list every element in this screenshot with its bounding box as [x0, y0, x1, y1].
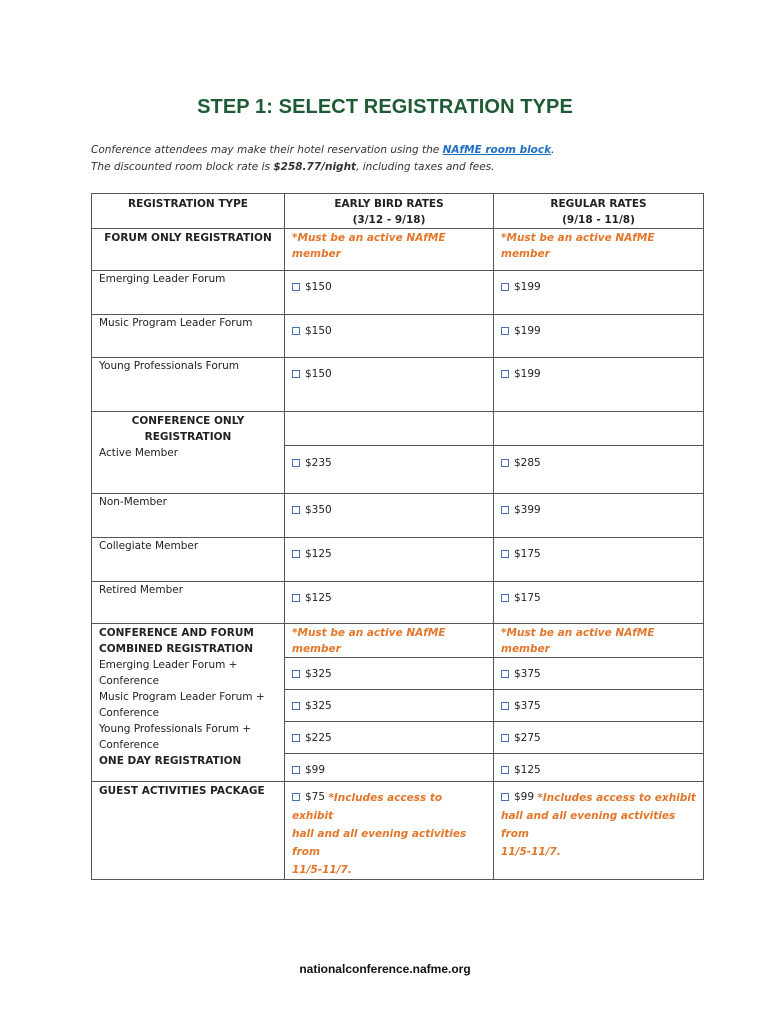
member-note: *Must be an active NAfME member [494, 229, 704, 271]
header-early-bird: EARLY BIRD RATES (3/12 - 9/18) [285, 194, 494, 229]
table-row [92, 271, 704, 315]
early-price-option[interactable]: $150 [292, 279, 486, 295]
early-price-option[interactable]: $225 [292, 730, 486, 746]
row-label: Emerging Leader Forum + Conference [92, 657, 285, 689]
regular-price-option[interactable]: $175 [501, 590, 696, 606]
table-row [92, 445, 704, 493]
intro-line-2-end: , including taxes and fees. [356, 161, 495, 173]
table-row [92, 721, 704, 753]
early-price-option[interactable]: $125 [292, 590, 486, 606]
section-combined: CONFERENCE AND FORUM COMBINED REGISTRATION [92, 623, 285, 657]
row-label: Retired Member [92, 581, 285, 623]
row-label: Emerging Leader Forum [92, 271, 285, 315]
regular-price-option[interactable]: $175 [501, 546, 696, 562]
checkbox-icon[interactable] [292, 766, 300, 774]
checkbox-icon[interactable] [501, 766, 509, 774]
section-row-conference [92, 412, 704, 446]
early-price-option[interactable]: $99 [292, 762, 486, 778]
intro-line-2-text: The discounted room block rate is [91, 161, 274, 173]
table-row [92, 493, 704, 537]
member-note: *Must be an active NAfME member [494, 623, 704, 657]
guest-regular-cell [494, 781, 704, 879]
member-note: *Must be an active NAfME member [285, 623, 494, 657]
checkbox-icon[interactable] [501, 793, 509, 801]
table-row [92, 753, 704, 781]
checkbox-icon[interactable] [292, 594, 300, 602]
intro-text [91, 142, 554, 176]
row-label-one-day: ONE DAY REGISTRATION [92, 753, 285, 781]
section-row-combined [92, 623, 704, 657]
table-row [92, 581, 704, 623]
guest-note-3: 11/5-11/7. [501, 845, 561, 858]
early-price-option[interactable]: $235 [292, 455, 486, 471]
regular-price-option[interactable]: $99 [501, 788, 534, 806]
footer-url: nationalconference.nafme.org [299, 962, 471, 976]
member-note: *Must be an active NAfME member [285, 229, 494, 271]
checkbox-icon[interactable] [292, 506, 300, 514]
early-price-option[interactable]: $150 [292, 366, 486, 382]
checkbox-icon[interactable] [501, 702, 509, 710]
row-label: Collegiate Member [92, 537, 285, 581]
regular-price-option[interactable]: $285 [501, 455, 696, 471]
regular-price-option[interactable]: $199 [501, 366, 696, 382]
early-price-option[interactable]: $350 [292, 502, 486, 518]
early-price-option[interactable]: $125 [292, 546, 486, 562]
checkbox-icon[interactable] [501, 550, 509, 558]
checkbox-icon[interactable] [501, 734, 509, 742]
early-price-option[interactable]: $75 [292, 788, 325, 806]
regular-price-option[interactable]: $125 [501, 762, 696, 778]
guest-note: *Includes access to exhibit [537, 791, 696, 804]
checkbox-icon[interactable] [501, 327, 509, 335]
section-forum-only: FORUM ONLY REGISTRATION [92, 229, 285, 271]
table-row [92, 537, 704, 581]
registration-table [91, 193, 704, 880]
checkbox-icon[interactable] [292, 459, 300, 467]
page-title: STEP 1: SELECT REGISTRATION TYPE [197, 96, 573, 118]
intro-line-1-text: Conference attendees may make their hotel reservation using the [91, 144, 443, 156]
checkbox-icon[interactable] [501, 594, 509, 602]
row-label: Young Professionals Forum [92, 358, 285, 412]
checkbox-icon[interactable] [501, 283, 509, 291]
guest-note: *Includes access to exhibit [292, 791, 443, 822]
regular-price-option[interactable]: $399 [501, 502, 696, 518]
header-regular: REGULAR RATES (9/18 - 11/8) [494, 194, 704, 229]
checkbox-icon[interactable] [292, 670, 300, 678]
guest-note-2: hall and all evening activities from [501, 809, 676, 840]
checkbox-icon[interactable] [292, 327, 300, 335]
checkbox-icon[interactable] [292, 370, 300, 378]
regular-price-option[interactable]: $199 [501, 279, 696, 295]
guest-note-2: hall and all evening activities from [292, 827, 467, 858]
table-row [92, 657, 704, 689]
checkbox-icon[interactable] [292, 283, 300, 291]
table-row [92, 781, 704, 879]
checkbox-icon[interactable] [292, 734, 300, 742]
row-label: Non-Member [92, 493, 285, 537]
checkbox-icon[interactable] [292, 550, 300, 558]
section-row-forum [92, 229, 704, 271]
table-row [92, 358, 704, 412]
section-conference-only: CONFERENCE ONLY REGISTRATION [92, 412, 285, 446]
row-label: Active Member [92, 445, 285, 493]
row-label-guest: GUEST ACTIVITIES PACKAGE [92, 781, 285, 879]
early-price-option[interactable]: $325 [292, 666, 486, 682]
intro-line-1-end: . [551, 144, 555, 156]
guest-early-cell [285, 781, 494, 879]
room-block-link[interactable]: NAfME room block [442, 144, 552, 156]
regular-price-option[interactable]: $199 [501, 323, 696, 339]
regular-price-option[interactable]: $375 [501, 666, 696, 682]
early-price-option[interactable]: $325 [292, 698, 486, 714]
row-label: Young Professionals Forum + Conference [92, 721, 285, 753]
header-registration-type: REGISTRATION TYPE [92, 194, 285, 229]
table-row [92, 689, 704, 721]
table-row [92, 315, 704, 358]
checkbox-icon[interactable] [501, 670, 509, 678]
checkbox-icon[interactable] [292, 793, 300, 801]
row-label: Music Program Leader Forum [92, 315, 285, 358]
checkbox-icon[interactable] [501, 506, 509, 514]
intro-line-2 [91, 159, 554, 176]
row-label: Music Program Leader Forum + Conference [92, 689, 285, 721]
regular-price-option[interactable]: $275 [501, 730, 696, 746]
checkbox-icon[interactable] [501, 370, 509, 378]
intro-line-1 [91, 142, 554, 159]
room-rate: $258.77/night [273, 161, 357, 173]
table-header-row [92, 194, 704, 229]
early-price-option[interactable]: $150 [292, 323, 486, 339]
checkbox-icon[interactable] [292, 702, 300, 710]
checkbox-icon[interactable] [501, 459, 509, 467]
guest-note-3: 11/5-11/7. [292, 863, 352, 876]
regular-price-option[interactable]: $375 [501, 698, 696, 714]
